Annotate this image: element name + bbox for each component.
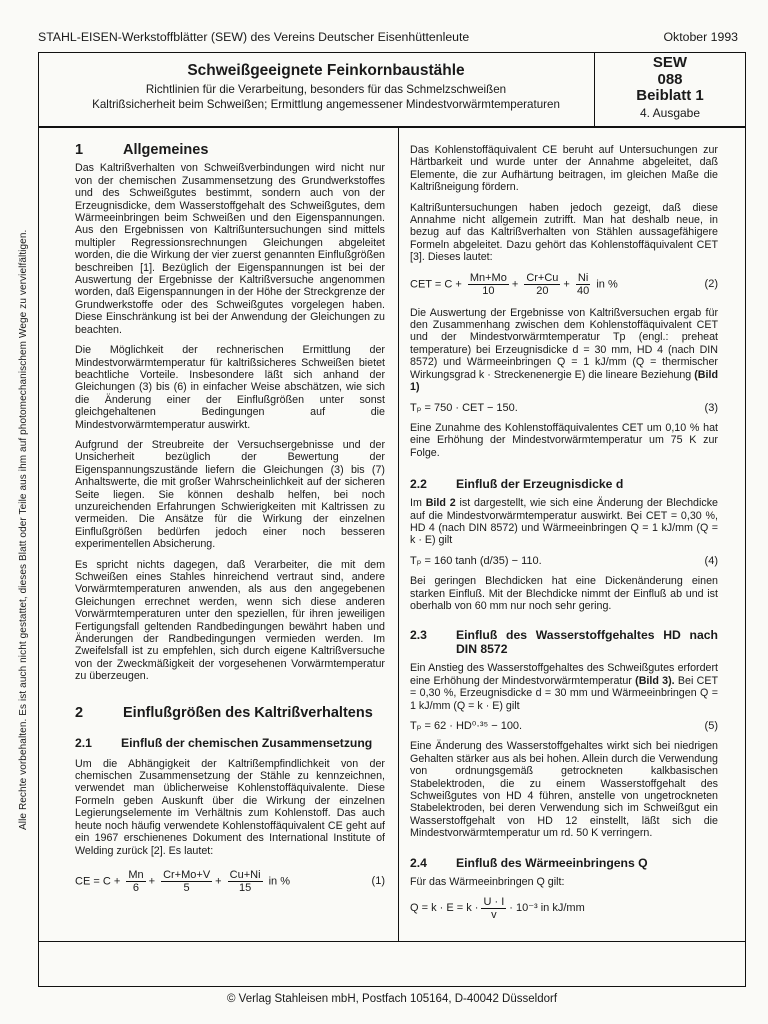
eq1-lhs: CE = C +: [75, 875, 121, 888]
section-2-4-title: Einfluß des Wärmeeinbringens Q: [456, 855, 648, 870]
eq1-number: (1): [371, 875, 385, 888]
equation-6: [410, 896, 718, 921]
eq5-text: Tₚ = 62 · HD⁰·³⁵ − 100.: [410, 720, 523, 732]
column-divider: [398, 126, 399, 941]
paragraph: Das Kaltrißverhalten von Schweißverbindungen wird nicht nur von der chemischen Zusammensetzung des Grundwerkstoffes und des Schweißgutes bestimmt, sondern auch von der Erzeugnisdicke, dem Wasserstoffgehalt des Schweißgutes, dem Wärmeeinbringen beim Schweißen und den Eigenspannungen. Aus den Ergebnissen von Kaltrißuntersuchungen sind mittels multipler Regressionsrechnungen Gleichungen abgeleitet worden, die die Wirkung der vier zuerst genannten Einflußgrößen beschreiben [1]. Bezüglich der Eigenspannungen ist bei der Auswertung der Ergebnisse der Kaltrißversuche angenommen worden, daß Eigenspannungen in der Höhe der Streckgrenze der Grundwerkstoffe oder des Schweißgutes vorgelegen haben. Diese Einschränkung ist bei der Anwendung der Gleichungen zu beachten.: [75, 162, 385, 336]
publisher-footer: © Verlag Stahleisen mbH, Postfach 105164, D-40042 Düsseldorf: [226, 993, 558, 1005]
section-1-heading: [75, 144, 385, 156]
section-2-number: 2: [75, 704, 84, 721]
subtitle-line-2: Kaltrißsicherheit beim Schweißen; Ermittlung angemessener Mindestvorwärmtemperaturen: [92, 98, 560, 111]
eq4-number: (4): [704, 554, 718, 567]
eq5-number: (5): [704, 720, 718, 732]
document-subtitle: [60, 82, 592, 112]
paragraph: Das Kohlenstoffäquivalent CE beruht auf Untersuchungen zur Härtbarkeit und wurde unter der Annahme abgeleitet, daß Elemente, die zur Aufhärtung beitragen, im gleichen Maße die Kaltrißneigung fördern.: [410, 144, 718, 194]
section-2-3-title: Einfluß des Wasserstoffgehaltes HD nach DIN 8572: [456, 628, 718, 657]
paragraph: Aufgrund der Streubreite der Versuchsergebnisse und der Unsicherheit bezüglich der Bewertung der Eigenspannungszustände liefern die Gleichungen (3) bis (7) Anhaltswerte, die mit großer Wahrscheinlichkeit auf der sicheren Seite liegen. Sie können deshalb helfen, bei noch unzureichenden Erfahrungen Schwierigkeiten mit Kaltrissen zu vermeiden. Die Ansätze für die Wirkung der einzelnen Einflußgrößen bedürfen jedoch einer noch besseren experimentellen Absicherung.: [75, 438, 385, 551]
equation-2: CET = C + $\frac{Mn+Mo}{10}$ + $\frac{Cr+Cu}{20}$ + $\frac{Ni}{40}$ in % (2): [410, 271, 718, 297]
bottom-rule: [38, 941, 746, 942]
equation-3: [410, 402, 718, 414]
paragraph: Kaltrißuntersuchungen haben jedoch gezeigt, daß diese Annahme nicht allgemein zutrifft. Man hat deshalb neue, in bezug auf das Kaltrißverhalten von Stählen aussagefähigere Formeln abgeleitet. Dazu gehört das Kohlenstoffäquivalent CET [3]. Dieses lautet:: [410, 201, 718, 264]
eq2-lhs: CET = C +: [410, 278, 462, 291]
section-2-heading: [75, 705, 385, 722]
section-2-4-number: 2.4: [410, 855, 427, 870]
section-2-1-heading: [75, 736, 385, 750]
section-2-1-number: 2.1: [75, 735, 92, 750]
publication-line: [38, 30, 738, 44]
paragraph: Die Möglichkeit der rechnerischen Ermittlung der Mindestvorwärmtemperatur für kaltrißsicheres Schweißen bietet beachtliche Vorteile. Insbesondere läßt sich anhand der Gleichungen (3) bis (6) in einfacher Weise abschätzen, wie sich die Änderung einer der Einflußgrößen unter sonst gleichgehaltenen Bedingungen auf die Mindestvorwärmtemperatur auswirkt.: [75, 344, 385, 431]
paragraph: Ein Anstieg des Wasserstoffgehaltes des Schweißgutes erfordert eine Erhöhung der Mindestvorwärmtemperatur (Bild 3). Bei CET = 0,30 %, Erzeugnisdicke d = 30 mm und Wärmeeinbringen Q = 1 kJ/mm (Q = k · E) gilt: [410, 662, 718, 712]
section-2-2-number: 2.2: [410, 477, 427, 492]
header-bottom-rule: [38, 126, 746, 128]
section-1-number: 1: [75, 142, 84, 158]
sew-number: 088: [657, 70, 683, 88]
paragraph: Die Auswertung der Ergebnisse von Kaltrißversuchen ergab für den Zusammenhang zwischen dem Kohlenstoffäquivalent CET und der Mindestvorwärmtemperatur Tp (engl.: preheat temperature) bei Erzeugnisdicke d = 30 mm, HD 4 (nach DIN 8572) und Wärmeeinbringen Q = 1 kJ/mm (Q = thermischer Wirkungsgrad k · Streckenenergie E) die lineare Beziehung (Bild 1): [410, 306, 718, 394]
paragraph: Eine Zunahme des Kohlenstoffäquivalentes CET um 0,10 % hat eine Erhöhung der Mindestvorwärmtemperatur um 75 K zur Folge.: [410, 421, 718, 459]
figure-ref: (Bild 3).: [635, 674, 675, 687]
section-2-2-heading: [410, 477, 718, 491]
sew-supplement: Beiblatt 1: [636, 87, 704, 104]
eq3-number: (3): [704, 401, 718, 414]
eq6-lhs: Q = k · E = k ·: [410, 902, 479, 915]
eq2-number: (2): [704, 277, 718, 290]
section-2-3-number: 2.3: [410, 628, 427, 643]
paragraph: Für das Wärmeeinbringen Q gilt:: [410, 875, 565, 888]
paragraph: Im Bild 2 ist dargestellt, wie sich eine Änderung der Blechdicke auf die Mindestvorwärmtemperatur auswirkt. Bei CET = 0,30 %, HD 4 (nach DIN 8572) und Wärmeeinbringen Q = 1 kJ/mm (Q = k · E) gilt: [410, 497, 718, 547]
sew-edition: 4. Ausgabe: [639, 105, 701, 120]
section-2-title: Einflußgrößen des Kaltrißverhaltens: [123, 704, 373, 721]
figure-ref: (Bild 1): [410, 368, 718, 394]
section-2-4-heading: [410, 856, 718, 870]
eq3-text: Tₚ = 750 · CET − 150.: [410, 401, 518, 414]
eq1-fraction-mn: $\frac{Mn}{6}$: [128, 868, 144, 894]
publication-date: Oktober 1993: [663, 30, 738, 44]
section-2-3-heading: [410, 628, 718, 656]
sew-label: SEW: [652, 54, 688, 71]
paragraph: Bei geringen Blechdicken hat eine Dickenänderung einen starken Einfluß. Mit der Blechdicke nimmt der Einfluß ab und ist oberhalb von 60 mm nur noch sehr gering.: [410, 575, 718, 612]
sew-box: [596, 55, 744, 121]
section-1-title: Allgemeines: [123, 142, 209, 158]
eq2-fraction-ni: $\frac{Ni}{40}$: [576, 271, 590, 297]
eq1-unit: in %: [268, 875, 290, 888]
subtitle-line-1: Richtlinien für die Verarbeitung, besonders für das Schmelzschweißen: [145, 83, 507, 96]
side-copyright-text: Alle Rechte vorbehalten. Es ist auch nicht gestattet, dieses Blatt oder Teile aus ihm auf photomechanischem Wege zu vervielfältigen.: [18, 229, 29, 830]
eq2-unit: in %: [596, 278, 618, 291]
header-divider: [594, 52, 595, 126]
eq1-fraction-cuni: $\frac{Cu+Ni}{15}$: [229, 868, 261, 894]
paragraph: Um die Abhängigkeit der Kaltrißempfindlichkeit von der chemischen Zusammensetzung der Stähle zu kennzeichnen, verwendet man üblicherweise Kohlenstoffäquivalente. Diese Formeln geben Auskunft über die Wirkung der einzelnen Legierungselemente im Verhältnis zum Kohlenstoff. Das auch heute noch häufig verwendete Kohlenstoffäquivalent CE geht auf ein 1967 erschienenes Dokument des International Institute of Welding zurück [2]. Es lautet:: [75, 757, 385, 857]
eq6-fraction: $\frac{U \cdot I}{v}$: [483, 896, 505, 922]
eq1-fraction-crmov: $\frac{Cr+Mo+V}{5}$: [163, 868, 211, 894]
paragraph: Eine Änderung des Wasserstoffgehaltes wirkt sich bei niedrigen Gehalten stärker aus als bei hohen. Allein durch die Verwendung von ordnungsgemäß getrockneten kalkbasischen Stabelektroden, die zu einem Wasserstoffgehalt des Schweißgutes von HD 4 führen, anstelle von ungetrockneten Stabelektroden, bei deren Verwendung sich im Schweißgut ein Wasserstoffgehalt von HD 12 einstellt, läßt sich die Mindestvorwärmtemperatur um rd. 50 K verringern.: [410, 740, 718, 840]
eq6-rhs: · 10⁻³ in kJ/mm: [509, 902, 585, 915]
eq2-fraction-crcu: $\frac{Cr+Cu}{20}$: [526, 271, 559, 297]
paragraph: Es spricht nichts dagegen, daß Verarbeiter, die mit dem Schweißen eines Stahles hinreichend vertraut sind, andere Vorwärmtemperaturen anwenden, als aus den angegebenen Gleichungen errechnet werden, wenn sich diese anderen Vorwärmtemperaturen unter den speziellen, für ihren jeweiligen Fertigungsfall geltenden Randbedingungen bewährt haben und Änderungen der Randbedingungen vermieden werden. Im Zweifelsfall ist zu empfehlen, sich durch eigene Kaltrißversuche von der Zweckmäßigkeit der vorgesehenen Vorwärmtemperatur zu überzeugen.: [75, 558, 385, 683]
section-2-1-title: Einfluß der chemischen Zusammensetzung: [121, 735, 373, 750]
publication-name: STAHL-EISEN-Werkstoffblätter (SEW) des Vereins Deutscher Eisenhüttenleute: [38, 30, 470, 44]
side-copyright-note: [6, 210, 30, 830]
equation-4: [410, 555, 718, 567]
section-2-2-title: Einfluß der Erzeugnisdicke d: [456, 477, 624, 492]
left-column: [75, 144, 385, 894]
equation-1: CE = C + $\frac{Mn}{6}$ + $\frac{Cr+Mo+V}{5}$ + $\frac{Cu+Ni}{15}$ in % (1): [75, 868, 385, 894]
right-column: [410, 144, 718, 921]
eq2-fraction-mnmo: $\frac{Mn+Mo}{10}$: [469, 271, 507, 297]
equation-5: [410, 720, 718, 732]
document-title: Schweißgeeignete Feinkornbaustähle: [187, 62, 465, 79]
eq4-text: Tₚ = 160 tanh (d/35) − 110.: [410, 554, 542, 567]
figure-ref: Bild 2: [425, 497, 456, 510]
